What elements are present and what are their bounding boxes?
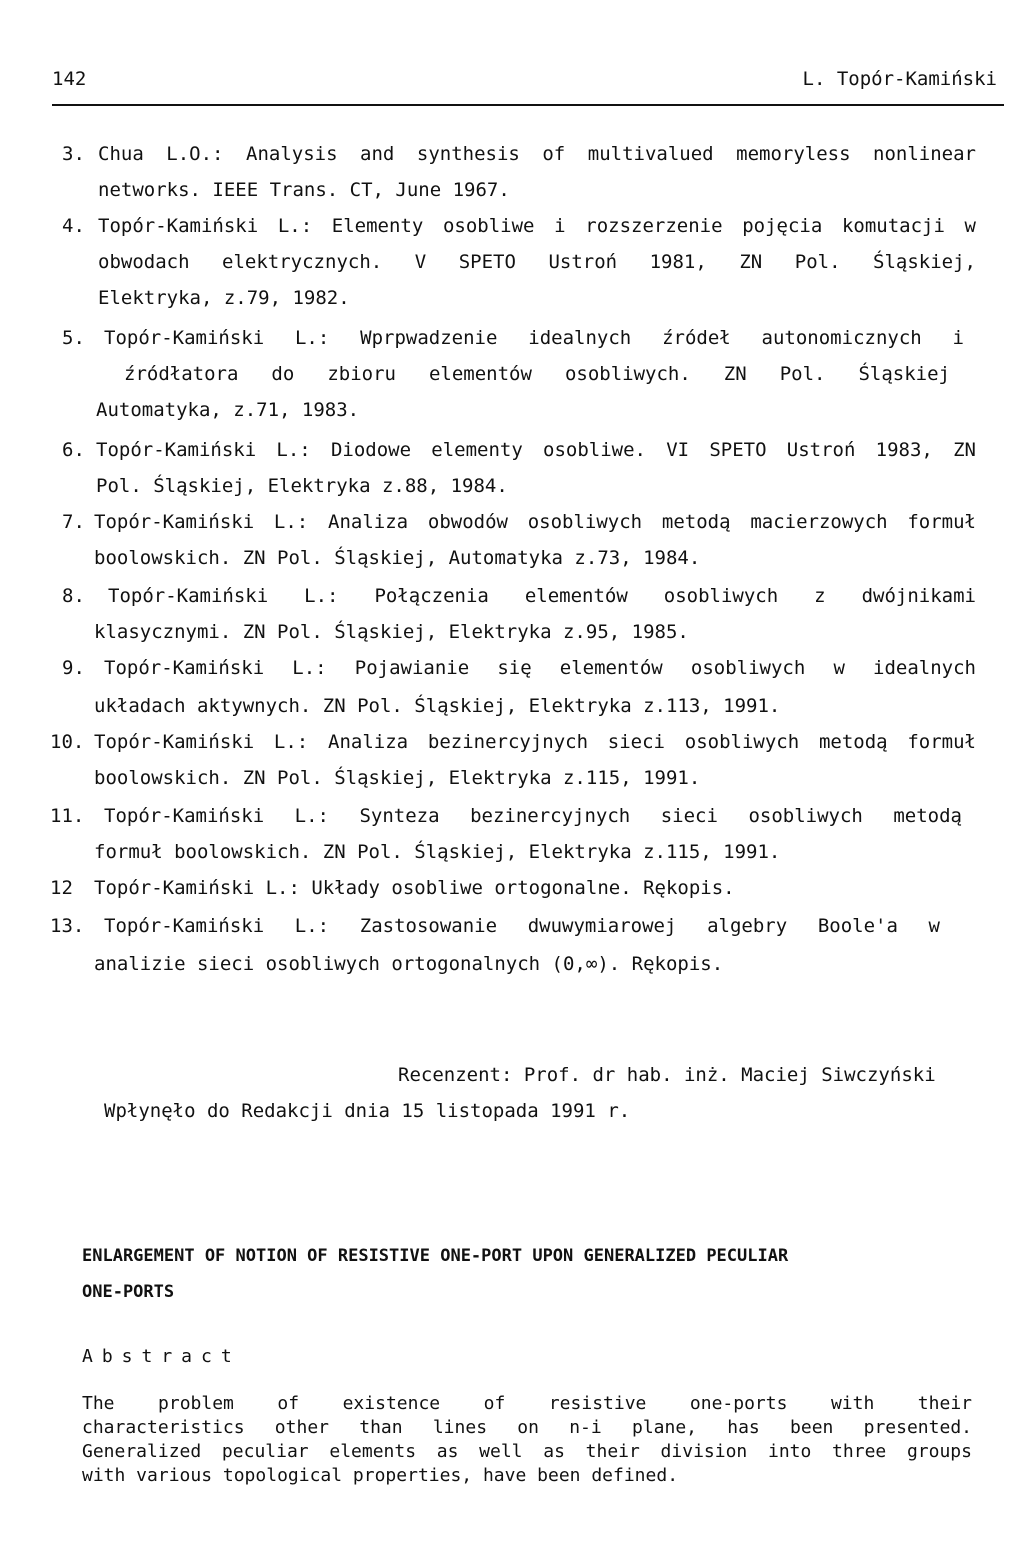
english-title-line: ENLARGEMENT OF NOTION OF RESISTIVE ONE-PORT UPON GENERALIZED PECULIAR [82, 1246, 789, 1266]
reference-line: Elektryka, z.79, 1982. [98, 287, 350, 309]
reference-number: 5. [62, 327, 85, 349]
reference-line: Topór-Kamiński L.: Analiza obwodów osobliwych metodą macierzowych formuł [94, 511, 976, 533]
reference-line: Topór-Kamiński L.: Połączenia elementów osobliwych z dwójnikami [108, 585, 976, 607]
reference-line: Topór-Kamiński L.: Układy osobliwe ortogonalne. Rękopis. [94, 877, 735, 899]
reference-number: 13. [50, 915, 85, 937]
reference-number: 12 [50, 877, 73, 899]
reference-number: 11. [50, 805, 85, 827]
reference-number: 4. [62, 215, 85, 237]
page-number: 142 [52, 68, 87, 90]
abstract-heading: Abstract [82, 1346, 241, 1367]
english-title-line: ONE-PORTS [82, 1282, 175, 1302]
header-rule [52, 104, 1004, 106]
reference-line: Topór-Kamiński L.: Zastosowanie dwuwymiarowej algebry Boole'a w [104, 915, 940, 937]
reference-number: 3. [62, 143, 85, 165]
reference-line: Chua L.O.: Analysis and synthesis of multivalued memoryless nonlinear [98, 143, 976, 165]
reference-line: formuł boolowskich. ZN Pol. Śląskiej, Elektryka z.115, 1991. [94, 841, 781, 863]
reference-number: 10. [50, 731, 85, 753]
reviewer-note: Recenzent: Prof. dr hab. inż. Maciej Siwczyński [398, 1064, 936, 1086]
reference-line: Topór-Kamiński L.: Analiza bezinercyjnych sieci osobliwych metodą formuł [94, 731, 976, 753]
reference-line: Pol. Śląskiej, Elektryka z.88, 1984. [96, 475, 508, 497]
abstract-line: The problem of existence of resistive one-ports with their [82, 1393, 972, 1414]
reference-line: Topór-Kamiński L.: Diodowe elementy osobliwe. VI SPETO Ustroń 1983, ZN [96, 439, 976, 461]
reference-line: Topór-Kamiński L.: Wprpwadzenie idealnych źródeł autonomicznych i [104, 327, 964, 349]
reference-line: analizie sieci osobliwych ortogonalnych (0,∞). Rękopis. [94, 953, 724, 975]
reference-line: klasycznymi. ZN Pol. Śląskiej, Elektryka z.95, 1985. [94, 621, 689, 643]
reference-line: obwodach elektrycznych. V SPETO Ustroń 1981, ZN Pol. Śląskiej, [98, 251, 976, 273]
reference-line: boolowskich. ZN Pol. Śląskiej, Elektryka z.115, 1991. [94, 767, 701, 789]
reference-line: Topór-Kamiński L.: Synteza bezinercyjnych sieci osobliwych metodą [104, 805, 962, 827]
reference-line: boolowskich. ZN Pol. Śląskiej, Automatyka z.73, 1984. [94, 547, 701, 569]
reference-number: 7. [62, 511, 85, 533]
abstract-line: with various topological properties, have been defined. [82, 1465, 679, 1486]
reference-line: Automatyka, z.71, 1983. [96, 399, 360, 421]
reference-line: źródłatora do zbioru elementów osobliwych. ZN Pol. Śląskiej [124, 363, 950, 385]
reference-line: Topór-Kamiński L.: Elementy osobliwe i rozszerzenie pojęcia komutacji w [98, 215, 976, 237]
reference-number: 8. [62, 585, 85, 607]
reference-line: układach aktywnych. ZN Pol. Śląskiej, Elektryka z.113, 1991. [94, 695, 781, 717]
reference-line: networks. IEEE Trans. CT, June 1967. [98, 179, 510, 201]
reference-number: 6. [62, 439, 85, 461]
received-date: Wpłynęło do Redakcji dnia 15 listopada 1991 r. [104, 1100, 631, 1122]
reference-line: Topór-Kamiński L.: Pojawianie się elementów osobliwych w idealnych [104, 657, 976, 679]
abstract-line: characteristics other than lines on n-i plane, has been presented. [82, 1417, 972, 1438]
reference-number: 9. [62, 657, 85, 679]
abstract-line: Generalized peculiar elements as well as their division into three groups [82, 1441, 972, 1462]
running-head: L. Topór-Kamiński [802, 68, 997, 90]
